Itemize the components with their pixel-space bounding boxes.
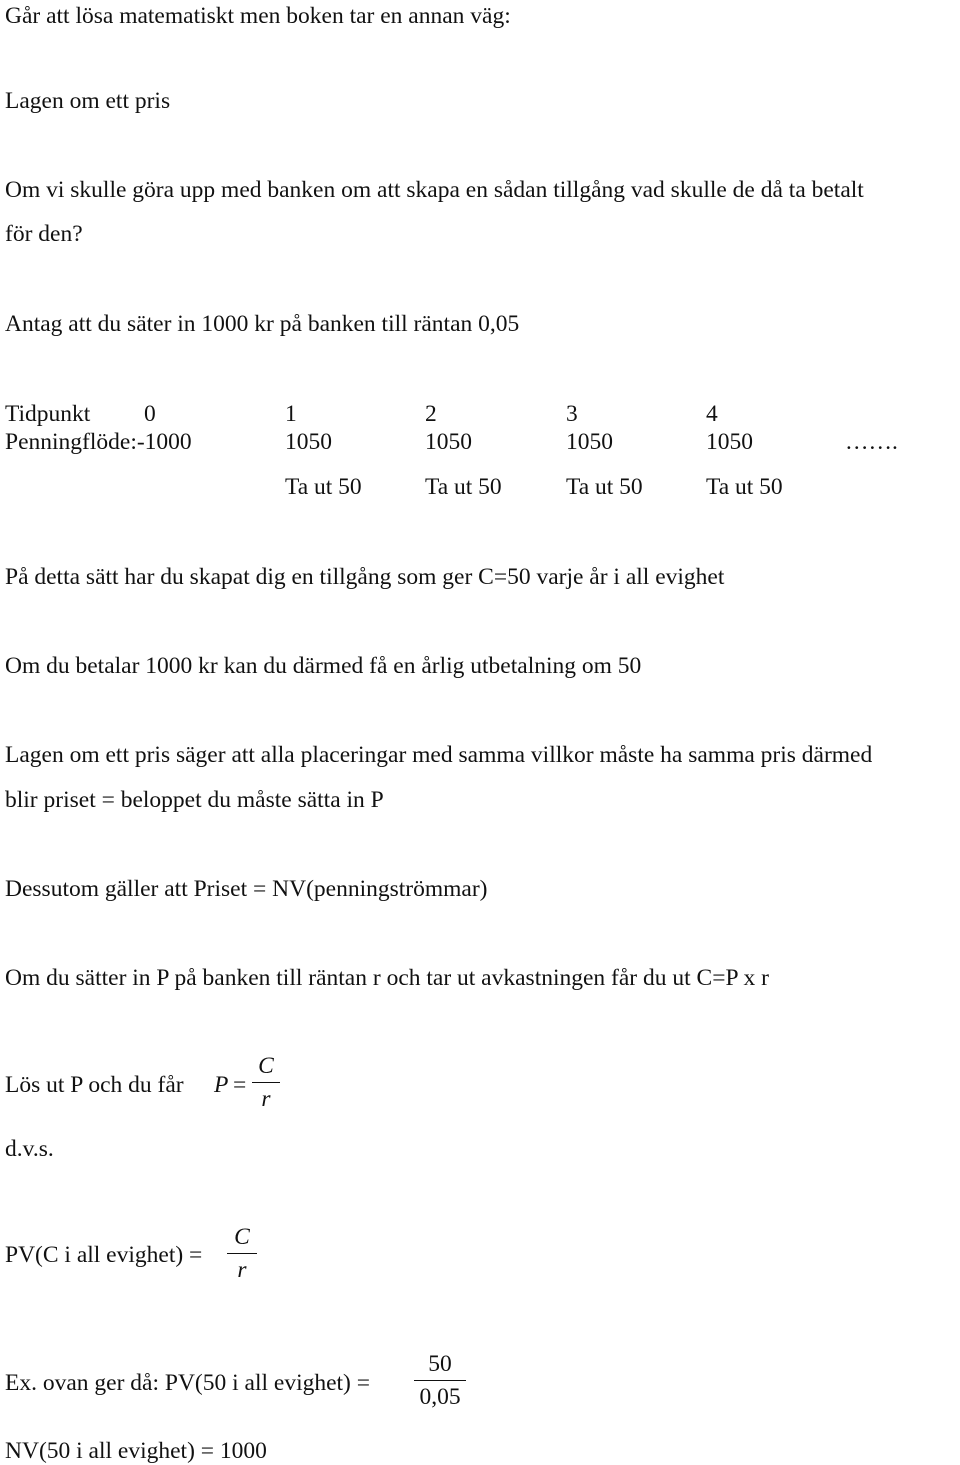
fraction-numerator: C [234, 1224, 250, 1250]
example-fraction [414, 1351, 466, 1410]
time-value: 0 [144, 401, 156, 427]
formula-equals: = [233, 1072, 247, 1098]
heading: Går att lösa matematiskt men boken tar en annan väg: [5, 3, 511, 29]
section-title: Lagen om ett pris [5, 88, 171, 114]
fraction-denominator: r [261, 1086, 271, 1112]
fraction-numerator: 50 [428, 1351, 452, 1377]
question-line-2: för den? [5, 221, 83, 247]
law-line-1: Lagen om ett pris säger att alla placeringar med samma villkor måste ha samma pris därmed [5, 742, 873, 768]
withdrawal-label: Ta ut 50 [706, 474, 783, 500]
flow-ellipsis: ……. [845, 429, 898, 455]
withdrawal-label: Ta ut 50 [285, 474, 362, 500]
dvs-text: d.v.s. [5, 1136, 54, 1162]
pv-lead: PV(C i all evighet) = [5, 1242, 203, 1268]
flow-value: 1050 [285, 429, 332, 455]
example-lead: Ex. ovan ger då: PV(50 i all evighet) = [5, 1370, 371, 1396]
formula-lhs: P [214, 1072, 229, 1098]
time-label: Tidpunkt [5, 401, 91, 427]
time-value: 3 [566, 401, 578, 427]
fraction-bar [252, 1082, 280, 1083]
time-value: 1 [285, 401, 297, 427]
flow-value: 1050 [425, 429, 472, 455]
formula-fraction [252, 1053, 280, 1112]
pv-fraction [227, 1224, 257, 1283]
time-value: 4 [706, 401, 718, 427]
withdrawal-label: Ta ut 50 [425, 474, 502, 500]
fraction-bar [227, 1253, 257, 1254]
fraction-denominator: r [237, 1257, 247, 1283]
law-line-2: blir priset = beloppet du måste sätta in P [5, 787, 384, 813]
price-npv-text: Dessutom gäller att Priset = NV(penningströmmar) [5, 876, 488, 902]
fraction-denominator: 0,05 [419, 1384, 461, 1410]
fraction-numerator: C [258, 1053, 274, 1079]
deposit-text: Om du sätter in P på banken till räntan r och tar ut avkastningen får du ut C=P x r [5, 965, 769, 991]
flow-value: 1050 [566, 429, 613, 455]
withdrawal-label: Ta ut 50 [566, 474, 643, 500]
solve-lead: Lös ut P och du får [5, 1072, 184, 1098]
question-line-1: Om vi skulle göra upp med banken om att skapa en sådan tillgång vad skulle de då ta betalt [5, 177, 864, 203]
asset-text: På detta sätt har du skapat dig en tillgång som ger C=50 varje år i all evighet [5, 564, 725, 590]
npv-result: NV(50 i all evighet) = 1000 [5, 1438, 267, 1464]
flow-label: Penningflöde:-1000 [5, 429, 192, 455]
assumption-text: Antag att du säter in 1000 kr på banken till räntan 0,05 [5, 311, 520, 337]
flow-value: 1050 [706, 429, 753, 455]
payment-text: Om du betalar 1000 kr kan du därmed få en årlig utbetalning om 50 [5, 653, 642, 679]
fraction-bar [414, 1380, 466, 1381]
time-value: 2 [425, 401, 437, 427]
